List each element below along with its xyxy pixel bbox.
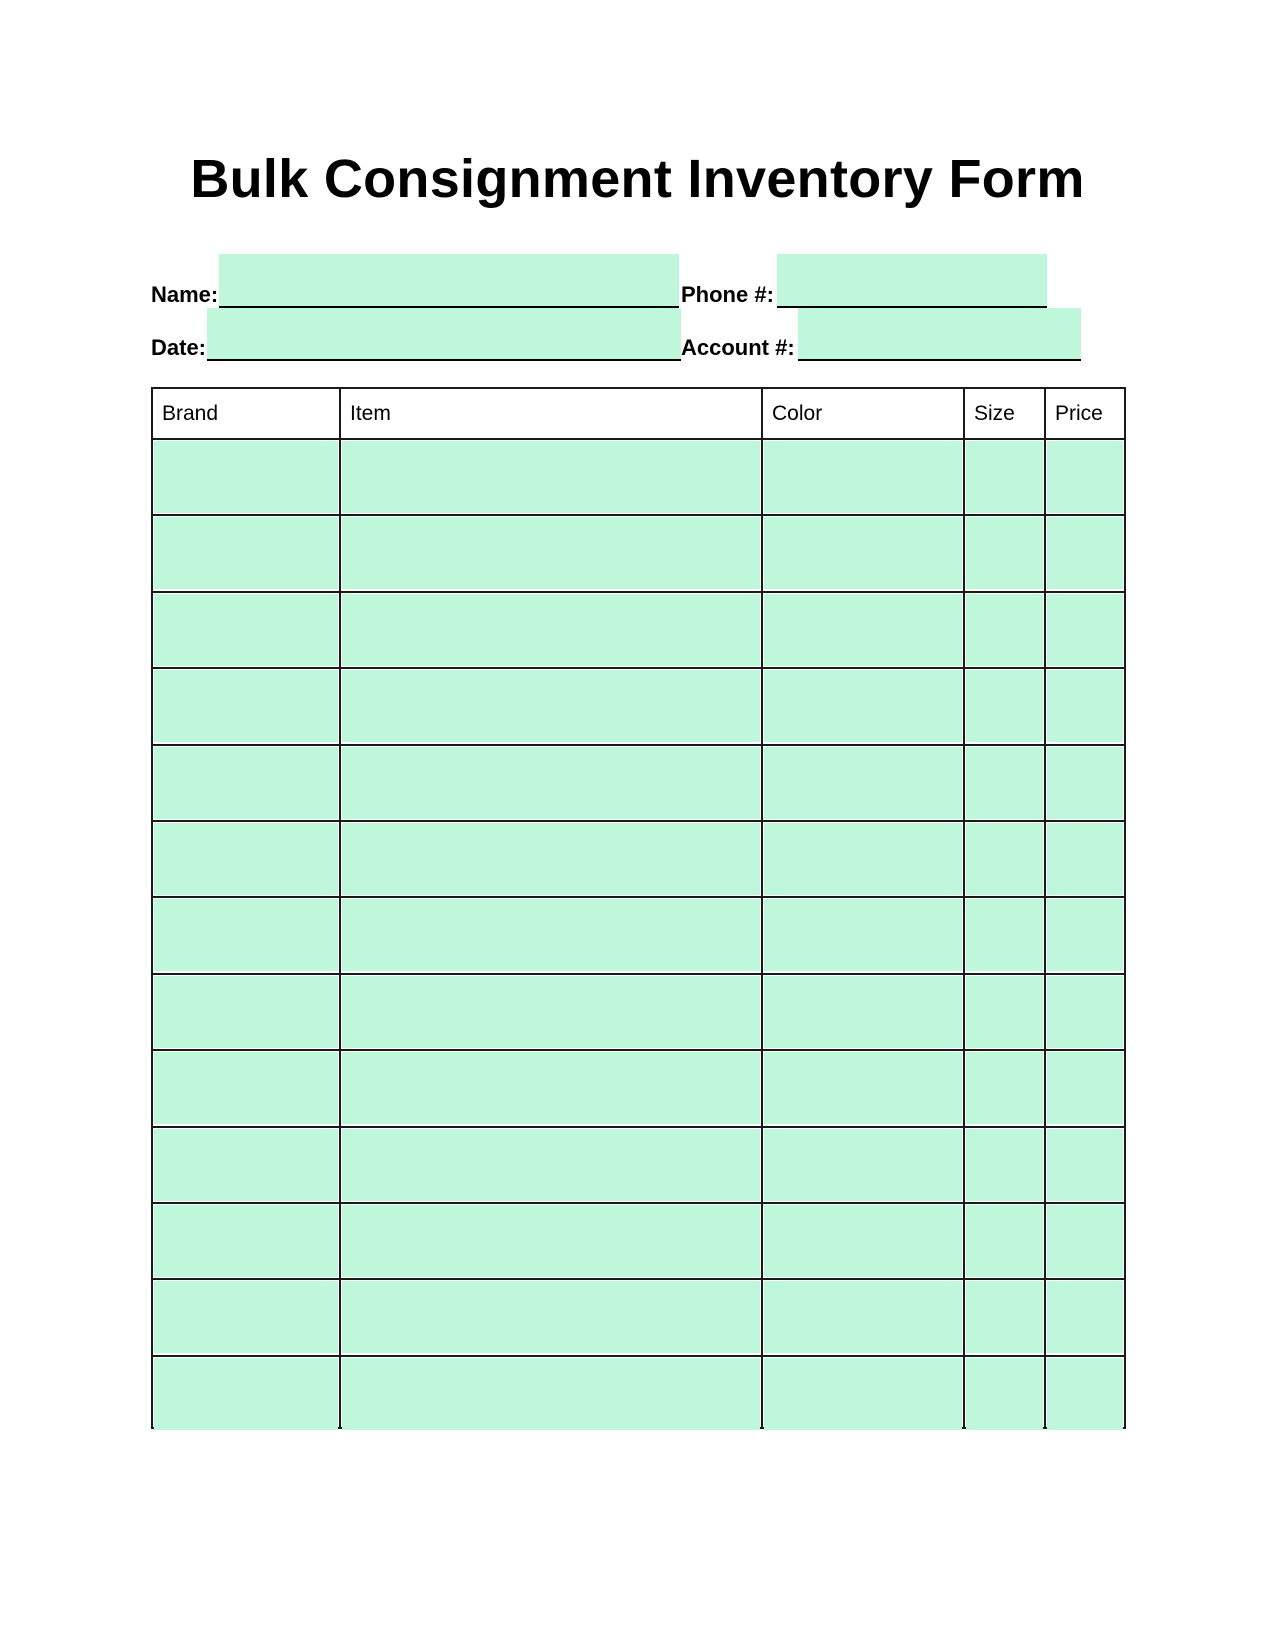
cell-price-input[interactable] — [1047, 1358, 1123, 1430]
cell-size-input[interactable] — [966, 1052, 1043, 1124]
cell-brand-input[interactable] — [154, 747, 338, 819]
row-divider — [153, 667, 1124, 669]
cell-price-input[interactable] — [1047, 823, 1123, 895]
cell-size-input[interactable] — [966, 899, 1043, 971]
account-field[interactable] — [798, 308, 1081, 361]
cell-item-input[interactable] — [342, 441, 760, 513]
cell-size-input[interactable] — [966, 976, 1043, 1048]
cell-size-input[interactable] — [966, 1281, 1043, 1353]
cell-price-input[interactable] — [1047, 1281, 1123, 1353]
cell-color-input[interactable] — [764, 517, 962, 589]
cell-item-input[interactable] — [342, 976, 760, 1048]
cell-size-input[interactable] — [966, 1129, 1043, 1201]
cell-color-input[interactable] — [764, 670, 962, 742]
cell-size-input[interactable] — [966, 517, 1043, 589]
cell-price-input[interactable] — [1047, 517, 1123, 589]
cell-brand-input[interactable] — [154, 1281, 338, 1353]
cell-brand-input[interactable] — [154, 1052, 338, 1124]
cell-size-input[interactable] — [966, 823, 1043, 895]
column-header-brand: Brand — [162, 402, 219, 425]
cell-item-input[interactable] — [342, 670, 760, 742]
cell-brand-input[interactable] — [154, 594, 338, 666]
cell-size-input[interactable] — [966, 1358, 1043, 1430]
cell-color-input[interactable] — [764, 899, 962, 971]
row-divider — [153, 1202, 1124, 1204]
cell-color-input[interactable] — [764, 1052, 962, 1124]
cell-price-input[interactable] — [1047, 1052, 1123, 1124]
cell-color-input[interactable] — [764, 1205, 962, 1277]
page-title: Bulk Consignment Inventory Form — [190, 149, 1085, 209]
cell-color-input[interactable] — [764, 441, 962, 513]
cell-item-input[interactable] — [342, 1358, 760, 1430]
cell-brand-input[interactable] — [154, 441, 338, 513]
row-divider — [153, 1126, 1124, 1128]
cell-item-input[interactable] — [342, 1052, 760, 1124]
row-divider — [153, 514, 1124, 516]
cell-brand-input[interactable] — [154, 1358, 338, 1430]
column-header-size: Size — [974, 402, 1015, 425]
cell-color-input[interactable] — [764, 1281, 962, 1353]
cell-color-input[interactable] — [764, 1358, 962, 1430]
inventory-table — [151, 387, 1126, 1429]
cell-price-input[interactable] — [1047, 594, 1123, 666]
row-divider — [153, 1049, 1124, 1051]
cell-item-input[interactable] — [342, 747, 760, 819]
phone-label: Phone #: — [681, 282, 774, 307]
row-divider — [153, 973, 1124, 975]
cell-brand-input[interactable] — [154, 1205, 338, 1277]
cell-color-input[interactable] — [764, 823, 962, 895]
cell-size-input[interactable] — [966, 747, 1043, 819]
row-divider — [153, 744, 1124, 746]
cell-price-input[interactable] — [1047, 747, 1123, 819]
name-field[interactable] — [219, 254, 679, 308]
column-divider — [1044, 389, 1046, 1427]
row-divider — [153, 591, 1124, 593]
cell-color-input[interactable] — [764, 976, 962, 1048]
cell-brand-input[interactable] — [154, 899, 338, 971]
cell-brand-input[interactable] — [154, 1129, 338, 1201]
date-label: Date: — [151, 335, 207, 360]
cell-item-input[interactable] — [342, 1205, 760, 1277]
name-label: Name: — [151, 282, 219, 307]
cell-color-input[interactable] — [764, 747, 962, 819]
row-divider — [153, 1278, 1124, 1280]
cell-price-input[interactable] — [1047, 670, 1123, 742]
account-label: Account #: — [681, 335, 795, 360]
cell-item-input[interactable] — [342, 517, 760, 589]
column-divider — [761, 389, 763, 1427]
cell-brand-input[interactable] — [154, 517, 338, 589]
column-divider — [963, 389, 965, 1427]
cell-price-input[interactable] — [1047, 1205, 1123, 1277]
cell-size-input[interactable] — [966, 670, 1043, 742]
date-field[interactable] — [207, 308, 681, 361]
cell-size-input[interactable] — [966, 594, 1043, 666]
cell-item-input[interactable] — [342, 1129, 760, 1201]
cell-item-input[interactable] — [342, 1281, 760, 1353]
cell-item-input[interactable] — [342, 899, 760, 971]
cell-price-input[interactable] — [1047, 1129, 1123, 1201]
phone-field[interactable] — [777, 254, 1047, 308]
cell-price-input[interactable] — [1047, 976, 1123, 1048]
row-divider — [153, 820, 1124, 822]
cell-brand-input[interactable] — [154, 670, 338, 742]
column-header-price: Price — [1055, 402, 1103, 425]
cell-brand-input[interactable] — [154, 823, 338, 895]
column-divider — [339, 389, 341, 1427]
row-divider — [153, 896, 1124, 898]
cell-size-input[interactable] — [966, 1205, 1043, 1277]
cell-item-input[interactable] — [342, 823, 760, 895]
cell-color-input[interactable] — [764, 1129, 962, 1201]
cell-color-input[interactable] — [764, 594, 962, 666]
cell-brand-input[interactable] — [154, 976, 338, 1048]
row-divider — [153, 438, 1124, 440]
column-header-color: Color — [772, 402, 823, 425]
column-header-item: Item — [350, 402, 391, 425]
cell-item-input[interactable] — [342, 594, 760, 666]
cell-price-input[interactable] — [1047, 441, 1123, 513]
cell-price-input[interactable] — [1047, 899, 1123, 971]
cell-size-input[interactable] — [966, 441, 1043, 513]
row-divider — [153, 1355, 1124, 1357]
